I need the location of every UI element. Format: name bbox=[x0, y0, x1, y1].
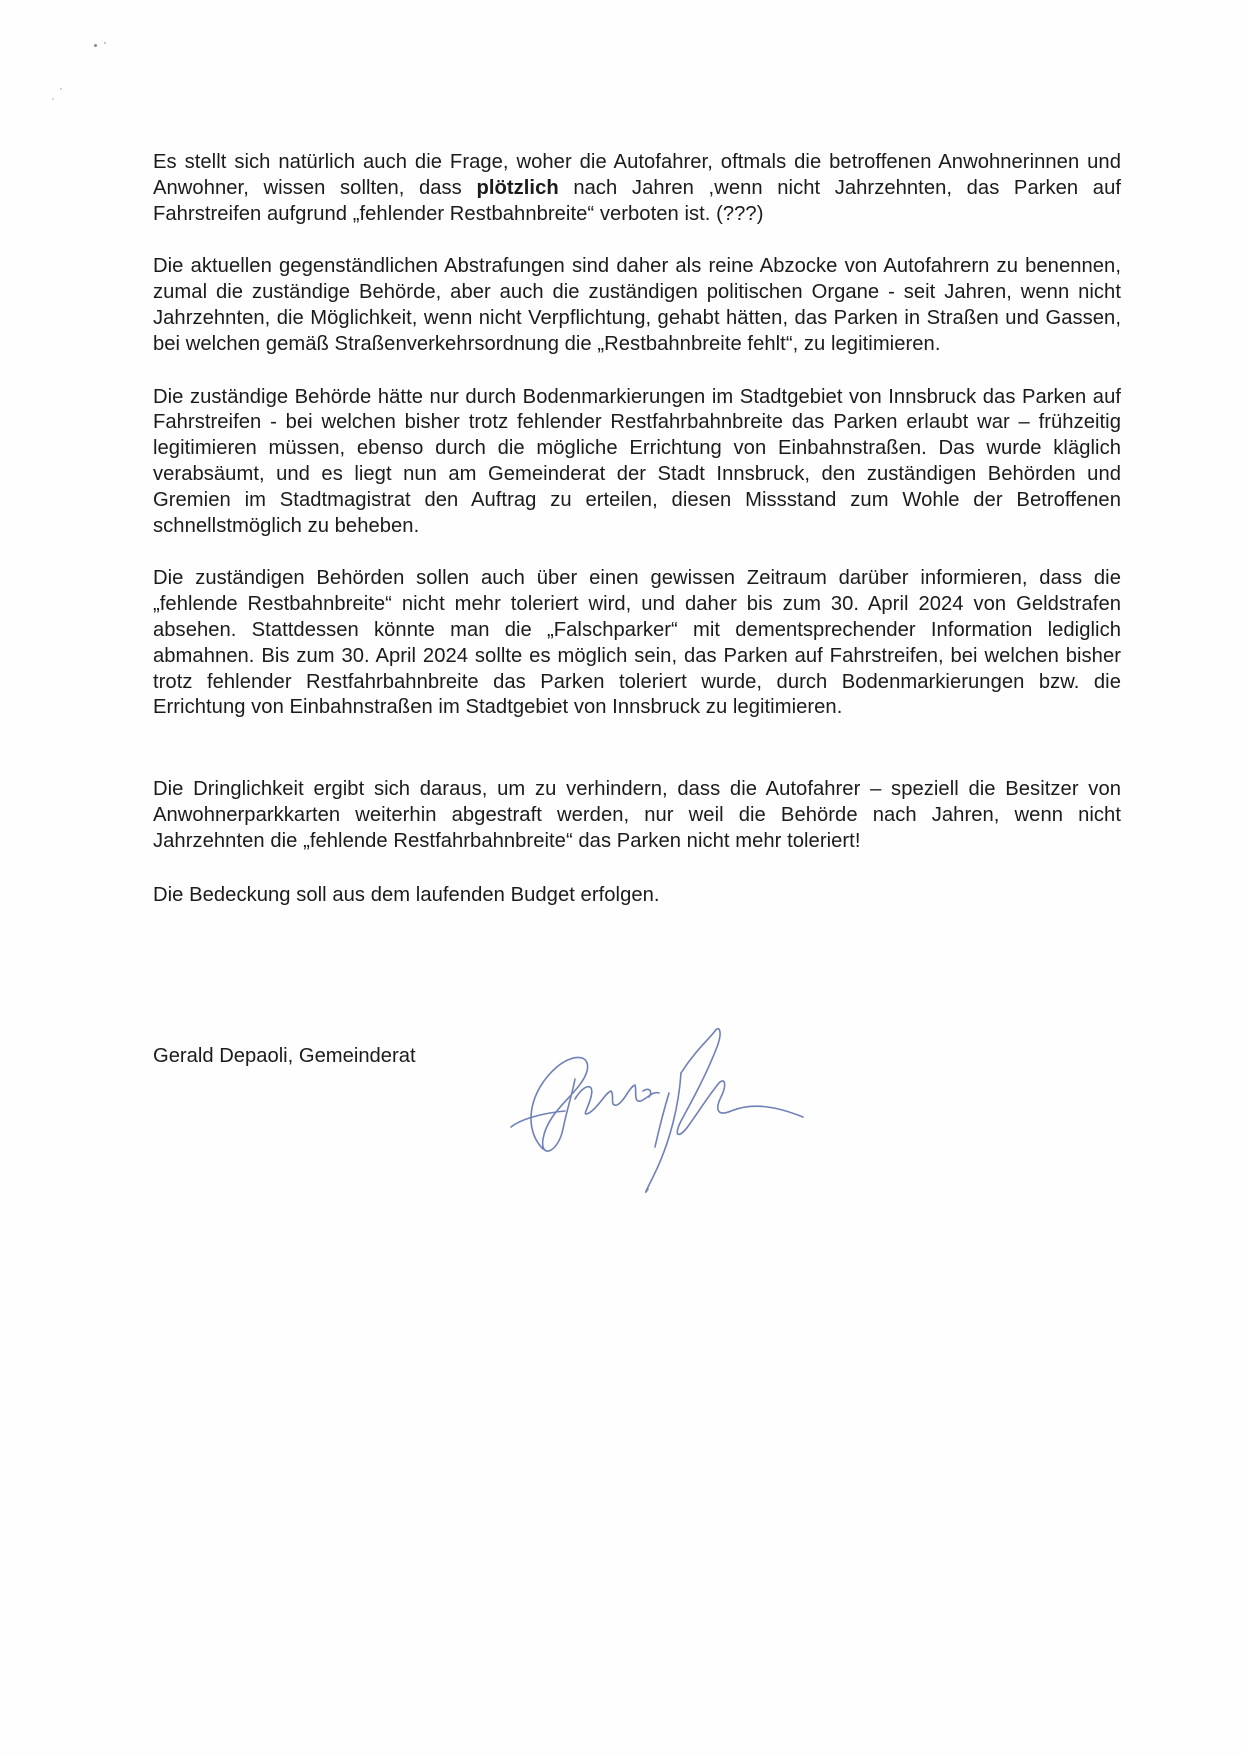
letter-body bbox=[153, 150, 1121, 908]
scan-speck bbox=[94, 44, 97, 47]
paragraph-1 bbox=[153, 150, 1121, 227]
scan-speck bbox=[52, 98, 54, 100]
paragraph-3: Die zuständige Behörde hätte nur durch Bodenmarkierungen im Stadtgebiet von Innsbruck das Parken auf Fahrstreifen - bei welchen bisher trotz fehlender Restfahrbahnbreite das Parken erlaubt war – frühzeitig legitimieren müssen, ebenso durch die mögliche Errichtung von Einbahnstraßen. Das wurde kläglich verabsäumt, und es liegt nun am Gemeinderat der Stadt Innsbruck, den zuständigen Behörden und Gremien im Stadtmagistrat den Auftrag zu erteilen, diesen Missstand zum Wohle der Betroffenen schnellstmöglich zu beheben. bbox=[153, 385, 1121, 537]
paragraph-1-end: nach Jahren ,wenn nicht Jahrzehnten, das Parken auf Fahrstreifen aufgrund „fehlender Restbahnbreite“ verboten ist. (???) bbox=[153, 176, 1122, 225]
scan-speck bbox=[60, 88, 62, 90]
paragraph-4: Die zuständigen Behörden sollen auch über einen gewissen Zeitraum darüber informieren, dass die „fehlende Restbahnbreite“ nicht mehr toleriert wird, und daher bis zum 30. April 2024 von Geldstrafen absehen. Stattdessen könnte man die „Falschparker“ mit dementsprechender Information lediglich abmahnen. Bis zum 30. April 2024 sollte es möglich sein, das Parken auf Fahrstreifen, bei welchen bisher trotz fehlender Restfahrbahnbreite das Parken toleriert wurde, durch Bodenmarkierungen bzw. die Errichtung von Einbahnstraßen im Stadtgebiet von Innsbruck zu legitimieren. bbox=[153, 567, 1121, 719]
emphasis-ploetzlich: plötzlich bbox=[476, 176, 559, 199]
signatory-name: Gerald Depaoli, Gemeinderat bbox=[153, 1045, 416, 1067]
signature-stroke bbox=[655, 1093, 669, 1147]
handwritten-signature bbox=[503, 1021, 823, 1211]
signature-stroke bbox=[643, 1089, 651, 1097]
scan-speck bbox=[104, 42, 106, 44]
paragraph-1-start: Es stellt sich natürlich auch die Frage, woher die Autofahrer, oftmals die betroffenen Anwohnerinnen und Anwohner, wissen sollten, dass bbox=[153, 151, 1121, 199]
paragraph-6: Die Bedeckung soll aus dem laufenden Budget erfolgen. bbox=[153, 883, 660, 906]
signature-block bbox=[153, 1043, 1121, 1223]
signature-stroke bbox=[677, 1029, 803, 1135]
paragraph-5: Die Dringlichkeit ergibt sich daraus, um zu verhindern, dass die Autofahrer – speziell die Besitzer von Anwohnerparkkarten weiterhin abgestraft werden, nur weil die Behörde nach Jahren, wenn nicht Jahrzehnten die „fehlende Restfahrbahnbreite“ das Parken nicht mehr toleriert! bbox=[153, 778, 1121, 852]
signature-stroke bbox=[531, 1057, 588, 1151]
signature-stroke bbox=[511, 1111, 565, 1127]
paragraph-2: Die aktuellen gegenständlichen Abstrafungen sind daher als reine Abzocke von Autofahrern zu benennen, zumal die zuständige Behörde, aber auch die zuständigen politischen Organe - seit Jahren, wenn nicht Jahrzehnten, die Möglichkeit, wenn nicht Verpflichtung, gehabt hätten, das Parken in Straßen und Gassen, bei welchen gemäß Straßenverkehrsordnung die „Restbahnbreite fehlt“, zu legitimieren. bbox=[153, 255, 1121, 355]
